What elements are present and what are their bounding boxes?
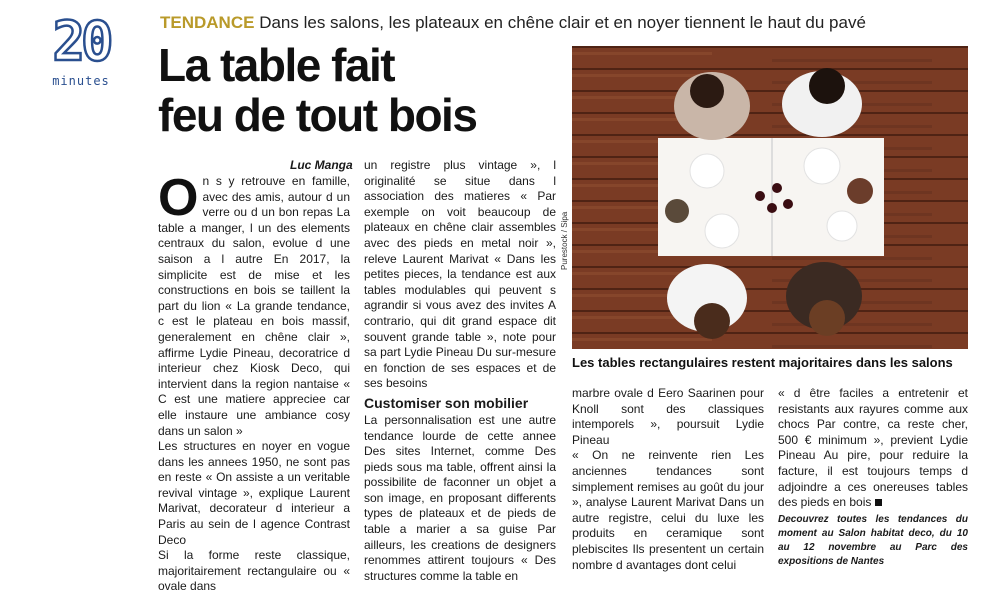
paragraph-text: « d être faciles a entretenir et resistants aux rayures comme aux chocs Par contre, ca reste cher, 500 € minimum », previent Lydie Pineau Au pire, pour reduire la facture, il est toujours temps d adjoindre a ces onereuses tables des pieds en bois xyxy=(778,386,968,510)
author-byline: Luc Manga xyxy=(290,158,353,172)
article-column-1 xyxy=(158,169,350,595)
kicker-text: Dans les salons, les plateaux en chêne clair et en noyer tiennent le haut du pavé xyxy=(259,13,866,32)
end-mark-icon xyxy=(875,499,882,506)
paragraph: Si la forme reste classique, majoritairement rectangulaire ou « ovale dans xyxy=(158,548,350,594)
paragraph: « On ne reinvente rien Les anciennes tendances sont simplement remises au goût du jour », analyse Laurent Marivat Dans un autre registre, celui du luxe les produits en ceramique sont plebiscites Ils presentent un certain nombre d avantages dont celui xyxy=(572,448,764,572)
section-subhead: Customiser son mobilier xyxy=(364,394,529,411)
paragraph: marbre ovale d Eero Saarinen pour Knoll sont des classiques intemporels », poursuit Lydie Pineau xyxy=(572,386,764,447)
drop-cap: O xyxy=(158,169,199,227)
paragraph: un registre plus vintage », l originalité se situe dans l association des matieres « Par exemple on voit beaucoup de plateaux en chêne clair assembles avec des pieds en metal noir », releve Laurent Marivat « Dans les petites pieces, la tendance est aux tables modulables qui peuvent s agrandir si vous avez des invites A contrario, qui dit grand espace dit souvent grande table », note pour sa part Lydie Pineau Du sur-mesure en fonction de ses espaces et de ses besoins xyxy=(364,158,556,391)
kicker-tag: TENDANCE xyxy=(160,13,255,32)
photo-caption: Les tables rectangulaires restent majoritaires dans les salons xyxy=(572,355,953,370)
article-column-4 xyxy=(778,386,968,569)
dining-table-illustration xyxy=(572,46,968,349)
newspaper-logo xyxy=(44,10,118,92)
paragraph-text: n s y retrouve en famille, avec des amis, autour d un verre ou d un bon repas La table a manger, l un des elements centraux du salon, evolue d une saison a l autre En 2017, la simplicite est de mise et les constructions en bois se taillent la part du lion « La grande tendance, c est le plateau en bois massif, generalement en chêne clair », affirme Lydie Pineau, decoratrice d interieur chez Kiosk Deco, qui intervient dans la region nantaise « C est une matiere appreciee car elle instaure une ambiance cosy dans un salon » xyxy=(158,174,350,438)
headline xyxy=(158,40,558,140)
article-column-2 xyxy=(364,158,556,584)
logo-number: 20 xyxy=(52,10,110,73)
photo-credit: Purestock / Sipa xyxy=(560,211,569,270)
event-note: Decouvrez toutes les tendances du moment au Salon habitat deco, du 10 au 12 novembre au Parc des expositions de Nantes xyxy=(778,513,968,567)
paragraph xyxy=(158,169,350,439)
article-photo xyxy=(572,46,968,349)
paragraph: La personnalisation est une autre tendance lourde de cette annee Des sites Internet, comme Des pieds sous ma table, offrent ainsi la possibilite de faconner un objet a son image, en proposant differents types de plateaux et de pieds de table a marier a sa guise Par ailleurs, les creations de designers renommes attirent toujours « Des structures comme la table en xyxy=(364,412,556,583)
logo-word: minutes xyxy=(52,74,110,88)
kicker xyxy=(160,13,866,33)
article-column-3 xyxy=(572,386,764,573)
paragraph xyxy=(778,386,968,511)
headline-line-1: La table fait xyxy=(158,39,395,91)
headline-line-2: feu de tout bois xyxy=(158,89,477,141)
paragraph: Les structures en noyer en vogue dans les annees 1950, ne sont pas en reste « On assiste a un veritable revival vintage », explique Laurent Marivat, decorateur d interieur a Paris au sein de l agence Contrast Deco xyxy=(158,439,350,547)
